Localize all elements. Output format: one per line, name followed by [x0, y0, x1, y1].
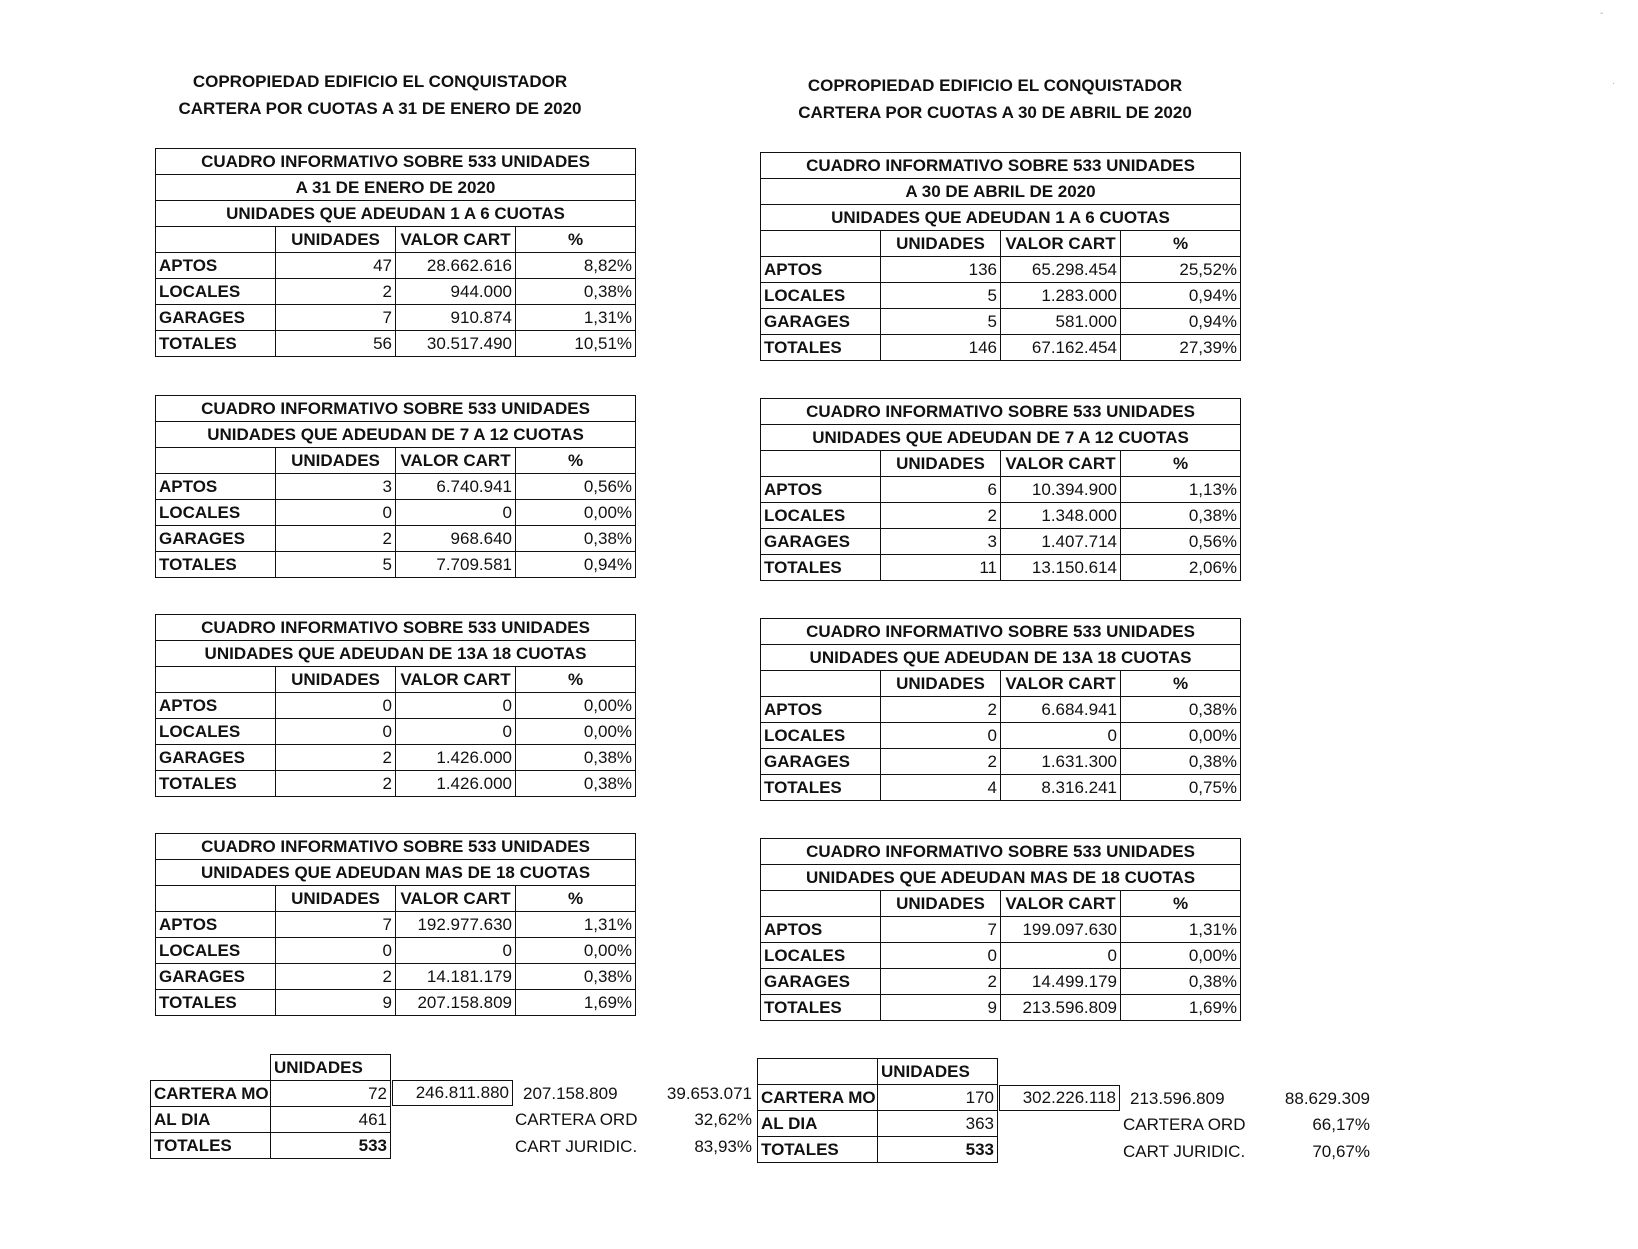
table-title-row: [156, 860, 636, 886]
percent-cell: 1,31%: [516, 912, 636, 938]
summary-row: [758, 1137, 998, 1163]
units-cell: 3: [881, 529, 1001, 555]
row-label: APTOS: [156, 474, 276, 500]
summary-row: [151, 1133, 391, 1159]
table-row: [156, 745, 636, 771]
column-header: %: [516, 667, 636, 693]
table-title: UNIDADES QUE ADEUDAN DE 7 A 12 CUOTAS: [761, 425, 1241, 451]
left-extra-value-2: 39.653.071: [666, 1084, 752, 1103]
value-cell: 0: [396, 693, 516, 719]
row-label: TOTALES: [156, 552, 276, 578]
units-cell: 2: [276, 964, 396, 990]
row-label: GARAGES: [156, 305, 276, 331]
units-cell: 7: [276, 305, 396, 331]
summary-row-label: TOTALES: [151, 1133, 271, 1159]
column-header: VALOR CART: [396, 227, 516, 253]
units-cell: 146: [881, 335, 1001, 361]
right-heading-line-1: COPROPIEDAD EDIFICIO EL CONQUISTADOR: [807, 76, 1183, 95]
summary-blank-cell: [758, 1059, 878, 1085]
table-row: [156, 990, 636, 1016]
summary-row-label: AL DIA: [758, 1111, 878, 1137]
table-row: [761, 335, 1241, 361]
units-cell: 5: [881, 309, 1001, 335]
table-title-row: [156, 615, 636, 641]
table-title-row: [156, 149, 636, 175]
table-row: [761, 477, 1241, 503]
percent-cell: 2,06%: [1121, 555, 1241, 581]
row-label: GARAGES: [761, 969, 881, 995]
right-percent-1: 66,17%: [1312, 1115, 1370, 1134]
table-title-row: [156, 834, 636, 860]
column-header: [156, 227, 276, 253]
column-header-row: [156, 886, 636, 912]
summary-row: [151, 1081, 391, 1107]
column-header: [156, 886, 276, 912]
column-header: VALOR CART: [396, 667, 516, 693]
value-cell: 30.517.490: [396, 331, 516, 357]
table-title: UNIDADES QUE ADEUDAN MAS DE 18 CUOTAS: [156, 860, 636, 886]
row-label: TOTALES: [156, 771, 276, 797]
right-cuadro-table: [760, 618, 1241, 801]
units-cell: 2: [276, 771, 396, 797]
column-header: %: [1121, 231, 1241, 257]
column-header: %: [1121, 671, 1241, 697]
right-cuadro-table: [760, 398, 1241, 581]
column-header: VALOR CART: [1001, 671, 1121, 697]
column-header: VALOR CART: [1001, 231, 1121, 257]
table-row: [761, 723, 1241, 749]
left-cuadro-table: [155, 395, 636, 578]
table-row: [156, 912, 636, 938]
units-cell: 47: [276, 253, 396, 279]
percent-cell: 1,31%: [1121, 917, 1241, 943]
value-cell: 7.709.581: [396, 552, 516, 578]
right-heading: [755, 72, 1245, 126]
row-label: GARAGES: [156, 526, 276, 552]
table-title: UNIDADES QUE ADEUDAN 1 A 6 CUOTAS: [761, 205, 1241, 231]
left-cuadro-table: [155, 614, 636, 797]
summary-row-value: 461: [271, 1107, 391, 1133]
row-label: GARAGES: [761, 529, 881, 555]
percent-cell: 0,56%: [516, 474, 636, 500]
percent-cell: 0,38%: [516, 279, 636, 305]
summary-row-value: 533: [271, 1133, 391, 1159]
column-header: [761, 891, 881, 917]
column-header: UNIDADES: [276, 448, 396, 474]
table-title-row: [761, 153, 1241, 179]
table-title: A 30 DE ABRIL DE 2020: [761, 179, 1241, 205]
column-header: [156, 448, 276, 474]
left-label-cart-juridic: CART JURIDIC.: [515, 1137, 638, 1156]
row-label: LOCALES: [156, 500, 276, 526]
left-summary-table: [150, 1054, 391, 1159]
row-label: GARAGES: [156, 745, 276, 771]
table-title: UNIDADES QUE ADEUDAN MAS DE 18 CUOTAS: [761, 865, 1241, 891]
percent-cell: 0,38%: [516, 526, 636, 552]
table-title-row: [761, 399, 1241, 425]
table-row: [761, 943, 1241, 969]
right-cuadro-table: [760, 152, 1241, 361]
row-label: TOTALES: [156, 331, 276, 357]
table-title: CUADRO INFORMATIVO SOBRE 533 UNIDADES: [156, 615, 636, 641]
column-header: [761, 231, 881, 257]
column-header-row: [156, 667, 636, 693]
column-header: UNIDADES: [276, 227, 396, 253]
percent-cell: 0,00%: [516, 719, 636, 745]
table-row: [761, 529, 1241, 555]
percent-cell: 0,38%: [516, 964, 636, 990]
value-cell: 14.181.179: [396, 964, 516, 990]
row-label: LOCALES: [761, 723, 881, 749]
value-cell: 8.316.241: [1001, 775, 1121, 801]
left-cuadro-table: [155, 833, 636, 1016]
summary-row-value: 72: [271, 1081, 391, 1107]
column-header: VALOR CART: [1001, 891, 1121, 917]
column-header: %: [1121, 891, 1241, 917]
column-header: [156, 667, 276, 693]
table-row: [156, 253, 636, 279]
units-cell: 0: [881, 723, 1001, 749]
value-cell: 1.631.300: [1001, 749, 1121, 775]
left-percent-2: 83,93%: [694, 1137, 752, 1156]
row-label: GARAGES: [156, 964, 276, 990]
column-header: %: [516, 448, 636, 474]
value-cell: 944.000: [396, 279, 516, 305]
table-row: [761, 555, 1241, 581]
value-cell: 6.740.941: [396, 474, 516, 500]
table-row: [156, 331, 636, 357]
table-title: A 31 DE ENERO DE 2020: [156, 175, 636, 201]
percent-cell: 25,52%: [1121, 257, 1241, 283]
left-cuadro-table: [155, 148, 636, 357]
table-row: [156, 500, 636, 526]
units-cell: 5: [881, 283, 1001, 309]
column-header: UNIDADES: [881, 891, 1001, 917]
left-label-cartera-ord: CARTERA ORD: [515, 1110, 638, 1129]
table-row: [156, 526, 636, 552]
table-row: [156, 938, 636, 964]
table-title: UNIDADES QUE ADEUDAN 1 A 6 CUOTAS: [156, 201, 636, 227]
table-title: UNIDADES QUE ADEUDAN DE 13A 18 CUOTAS: [156, 641, 636, 667]
percent-cell: 8,82%: [516, 253, 636, 279]
table-row: [156, 552, 636, 578]
row-label: LOCALES: [761, 503, 881, 529]
summary-header-row: [151, 1055, 391, 1081]
table-row: [761, 257, 1241, 283]
value-cell: 199.097.630: [1001, 917, 1121, 943]
percent-cell: 0,75%: [1121, 775, 1241, 801]
units-cell: 5: [276, 552, 396, 578]
table-title-row: [156, 201, 636, 227]
table-row: [156, 719, 636, 745]
row-label: APTOS: [156, 693, 276, 719]
percent-cell: 0,38%: [1121, 749, 1241, 775]
right-heading-line-2: CARTERA POR CUOTAS A 30 DE ABRIL DE 2020: [798, 103, 1192, 122]
units-cell: 6: [881, 477, 1001, 503]
value-cell: 0: [396, 719, 516, 745]
percent-cell: 0,38%: [1121, 503, 1241, 529]
units-cell: 7: [276, 912, 396, 938]
table-title-row: [761, 839, 1241, 865]
summary-row-label: CARTERA MO: [758, 1085, 878, 1111]
left-extra-value-1: 207.158.809: [523, 1084, 618, 1103]
summary-row-value: 533: [878, 1137, 998, 1163]
column-header: %: [516, 886, 636, 912]
table-title-row: [761, 205, 1241, 231]
table-title: CUADRO INFORMATIVO SOBRE 533 UNIDADES: [156, 396, 636, 422]
table-title: CUADRO INFORMATIVO SOBRE 533 UNIDADES: [761, 839, 1241, 865]
percent-cell: 0,38%: [1121, 697, 1241, 723]
percent-cell: 0,94%: [1121, 309, 1241, 335]
value-cell: 1.426.000: [396, 771, 516, 797]
units-cell: 11: [881, 555, 1001, 581]
summary-row: [758, 1085, 998, 1111]
table-title: CUADRO INFORMATIVO SOBRE 533 UNIDADES: [761, 619, 1241, 645]
row-label: TOTALES: [761, 555, 881, 581]
units-cell: 9: [881, 995, 1001, 1021]
table-row: [761, 503, 1241, 529]
column-header: [761, 451, 881, 477]
right-extra-value-2: 88.629.309: [1284, 1089, 1370, 1108]
units-cell: 2: [881, 969, 1001, 995]
right-label-cartera-ord: CARTERA ORD: [1123, 1115, 1246, 1134]
units-cell: 0: [276, 719, 396, 745]
row-label: APTOS: [156, 912, 276, 938]
percent-cell: 1,69%: [516, 990, 636, 1016]
left-heading-line-1: COPROPIEDAD EDIFICIO EL CONQUISTADOR: [192, 72, 568, 91]
units-cell: 2: [881, 503, 1001, 529]
row-label: APTOS: [156, 253, 276, 279]
units-cell: 0: [276, 693, 396, 719]
left-boxed-value: 246.811.880: [392, 1080, 513, 1106]
value-cell: 0: [396, 938, 516, 964]
scan-mark: -: [1600, 8, 1604, 19]
table-row: [761, 697, 1241, 723]
value-cell: 65.298.454: [1001, 257, 1121, 283]
column-header: UNIDADES: [276, 667, 396, 693]
percent-cell: 0,94%: [516, 552, 636, 578]
column-header-row: [761, 451, 1241, 477]
left-heading: [150, 68, 640, 122]
percent-cell: 0,94%: [1121, 283, 1241, 309]
value-cell: 968.640: [396, 526, 516, 552]
summary-row: [151, 1107, 391, 1133]
value-cell: 6.684.941: [1001, 697, 1121, 723]
percent-cell: 0,38%: [516, 771, 636, 797]
table-title-row: [761, 619, 1241, 645]
row-label: LOCALES: [156, 279, 276, 305]
row-label: TOTALES: [156, 990, 276, 1016]
row-label: APTOS: [761, 697, 881, 723]
left-heading-line-2: CARTERA POR CUOTAS A 31 DE ENERO DE 2020: [178, 99, 582, 118]
summary-row-value: 363: [878, 1111, 998, 1137]
value-cell: 0: [1001, 943, 1121, 969]
row-label: TOTALES: [761, 775, 881, 801]
value-cell: 581.000: [1001, 309, 1121, 335]
table-row: [156, 693, 636, 719]
units-cell: 7: [881, 917, 1001, 943]
table-row: [156, 474, 636, 500]
value-cell: 1.348.000: [1001, 503, 1121, 529]
right-extra-value-1: 213.596.809: [1130, 1089, 1225, 1108]
value-cell: 10.394.900: [1001, 477, 1121, 503]
units-cell: 0: [881, 943, 1001, 969]
value-cell: 28.662.616: [396, 253, 516, 279]
summary-row-value: 170: [878, 1085, 998, 1111]
table-row: [156, 305, 636, 331]
table-row: [761, 995, 1241, 1021]
percent-cell: 27,39%: [1121, 335, 1241, 361]
table-row: [761, 969, 1241, 995]
table-row: [156, 964, 636, 990]
table-title-row: [761, 865, 1241, 891]
right-summary-table: [757, 1058, 998, 1163]
value-cell: 0: [396, 500, 516, 526]
percent-cell: 1,69%: [1121, 995, 1241, 1021]
value-cell: 213.596.809: [1001, 995, 1121, 1021]
column-header: [761, 671, 881, 697]
column-header: VALOR CART: [396, 886, 516, 912]
units-cell: 2: [276, 279, 396, 305]
row-label: TOTALES: [761, 995, 881, 1021]
value-cell: 67.162.454: [1001, 335, 1121, 361]
percent-cell: 0,00%: [1121, 943, 1241, 969]
right-boxed-value: 302.226.118: [999, 1085, 1120, 1111]
row-label: LOCALES: [761, 283, 881, 309]
table-row: [156, 771, 636, 797]
percent-cell: 0,00%: [1121, 723, 1241, 749]
units-cell: 9: [276, 990, 396, 1016]
column-header-row: [156, 227, 636, 253]
right-percent-2: 70,67%: [1312, 1142, 1370, 1161]
row-label: GARAGES: [761, 309, 881, 335]
percent-cell: 10,51%: [516, 331, 636, 357]
units-cell: 2: [881, 749, 1001, 775]
column-header: UNIDADES: [881, 671, 1001, 697]
summary-row-label: AL DIA: [151, 1107, 271, 1133]
summary-row-label: CARTERA MO: [151, 1081, 271, 1107]
column-header: VALOR CART: [396, 448, 516, 474]
value-cell: 910.874: [396, 305, 516, 331]
table-title: CUADRO INFORMATIVO SOBRE 533 UNIDADES: [761, 153, 1241, 179]
percent-cell: 0,38%: [516, 745, 636, 771]
table-row: [761, 283, 1241, 309]
summary-blank-cell: [151, 1055, 271, 1081]
column-header: %: [1121, 451, 1241, 477]
table-title-row: [156, 175, 636, 201]
column-header: UNIDADES: [881, 451, 1001, 477]
summary-row: [758, 1111, 998, 1137]
column-header: UNIDADES: [881, 231, 1001, 257]
percent-cell: 0,56%: [1121, 529, 1241, 555]
percent-cell: 1,13%: [1121, 477, 1241, 503]
value-cell: 14.499.179: [1001, 969, 1121, 995]
table-title-row: [761, 425, 1241, 451]
row-label: LOCALES: [156, 719, 276, 745]
scan-mark: ·: [1612, 78, 1616, 89]
row-label: APTOS: [761, 477, 881, 503]
table-title-row: [156, 396, 636, 422]
value-cell: 13.150.614: [1001, 555, 1121, 581]
value-cell: 1.283.000: [1001, 283, 1121, 309]
table-title-row: [761, 645, 1241, 671]
units-cell: 56: [276, 331, 396, 357]
value-cell: 1.426.000: [396, 745, 516, 771]
table-row: [761, 775, 1241, 801]
percent-cell: 0,00%: [516, 500, 636, 526]
units-cell: 2: [276, 745, 396, 771]
row-label: LOCALES: [761, 943, 881, 969]
table-row: [761, 749, 1241, 775]
right-label-cart-juridic: CART JURIDIC.: [1123, 1142, 1246, 1161]
table-title-row: [761, 179, 1241, 205]
column-header: UNIDADES: [276, 886, 396, 912]
row-label: LOCALES: [156, 938, 276, 964]
left-percent-1: 32,62%: [694, 1110, 752, 1129]
table-row: [761, 917, 1241, 943]
column-header-row: [761, 671, 1241, 697]
table-row: [156, 279, 636, 305]
units-cell: 2: [881, 697, 1001, 723]
value-cell: 0: [1001, 723, 1121, 749]
summary-header-row: [758, 1059, 998, 1085]
summary-header: UNIDADES: [878, 1059, 998, 1085]
percent-cell: 0,38%: [1121, 969, 1241, 995]
table-title: CUADRO INFORMATIVO SOBRE 533 UNIDADES: [761, 399, 1241, 425]
units-cell: 4: [881, 775, 1001, 801]
value-cell: 192.977.630: [396, 912, 516, 938]
column-header-row: [761, 231, 1241, 257]
percent-cell: 1,31%: [516, 305, 636, 331]
summary-row-label: TOTALES: [758, 1137, 878, 1163]
column-header-row: [156, 448, 636, 474]
units-cell: 136: [881, 257, 1001, 283]
column-header: %: [516, 227, 636, 253]
table-title: CUADRO INFORMATIVO SOBRE 533 UNIDADES: [156, 834, 636, 860]
units-cell: 0: [276, 500, 396, 526]
right-cuadro-table: [760, 838, 1241, 1021]
units-cell: 0: [276, 938, 396, 964]
row-label: TOTALES: [761, 335, 881, 361]
table-title: CUADRO INFORMATIVO SOBRE 533 UNIDADES: [156, 149, 636, 175]
units-cell: 3: [276, 474, 396, 500]
summary-header: UNIDADES: [271, 1055, 391, 1081]
column-header-row: [761, 891, 1241, 917]
row-label: APTOS: [761, 917, 881, 943]
table-title-row: [156, 641, 636, 667]
table-title: UNIDADES QUE ADEUDAN DE 13A 18 CUOTAS: [761, 645, 1241, 671]
table-row: [761, 309, 1241, 335]
units-cell: 2: [276, 526, 396, 552]
value-cell: 1.407.714: [1001, 529, 1121, 555]
percent-cell: 0,00%: [516, 693, 636, 719]
column-header: VALOR CART: [1001, 451, 1121, 477]
value-cell: 207.158.809: [396, 990, 516, 1016]
row-label: APTOS: [761, 257, 881, 283]
table-title: UNIDADES QUE ADEUDAN DE 7 A 12 CUOTAS: [156, 422, 636, 448]
table-title-row: [156, 422, 636, 448]
row-label: GARAGES: [761, 749, 881, 775]
percent-cell: 0,00%: [516, 938, 636, 964]
